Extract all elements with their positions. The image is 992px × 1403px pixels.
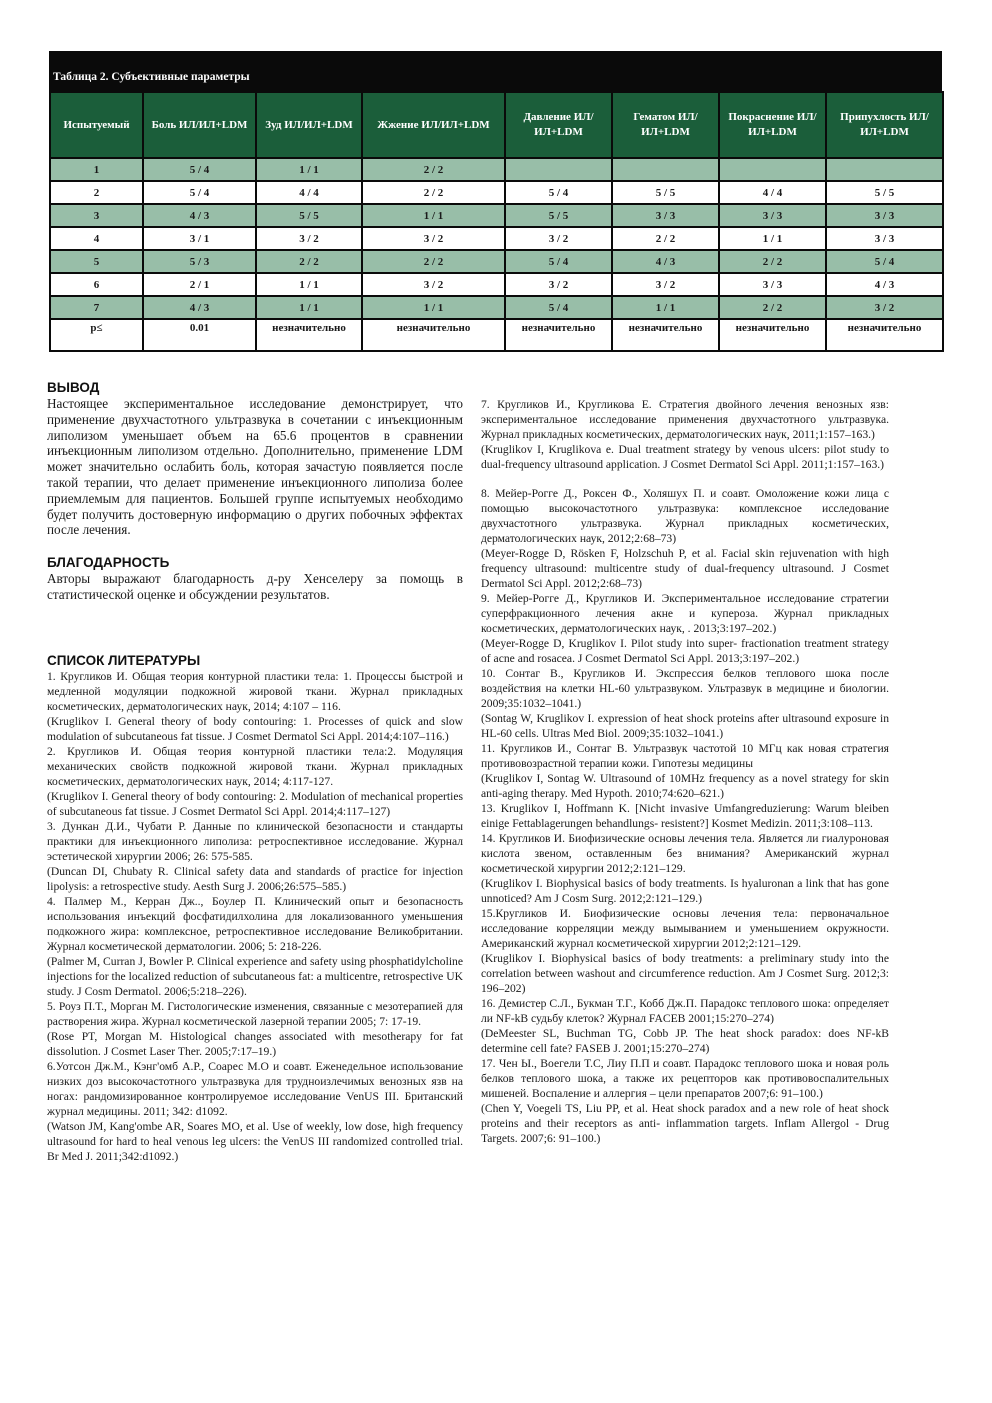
conclusion-heading: ВЫВОД — [47, 380, 100, 395]
table-cell: 3 / 2 — [505, 273, 612, 296]
reference-item: 16. Демистер С.Л., Букман Т.Г., Кобб Дж.П. Парадокс теплового шока: определяет ли NF-kB судьбу клеток? Журнал FACEB 2001;15:270–274) — [481, 997, 889, 1025]
reference-item: (Kruglikov I. General theory of body contouring: 1. Processes of quick and slow modulation of subcutaneous fat tissue. J Cosmet Dermatol Sci Appl. 2014;4:107–116.) — [47, 714, 463, 743]
reference-item: (Rose PT, Morgan M. Histological changes associated with mesotherapy for fat dissolution. J Cosmet Laser Ther. 2005;7:17–19.) — [47, 1029, 463, 1058]
table-row — [50, 296, 943, 319]
table-cell: 3 / 3 — [826, 204, 943, 227]
table-cell — [505, 158, 612, 181]
table-cell: 0.01 — [143, 319, 256, 351]
table-cell — [826, 158, 943, 181]
table-cell: 5 / 4 — [505, 250, 612, 273]
table-cell: 1 — [50, 158, 143, 181]
table-cell: 3 / 3 — [719, 204, 826, 227]
table-cell: 5 / 5 — [505, 204, 612, 227]
table-cell — [612, 158, 719, 181]
header-hematoma: Гематом ИЛ/ИЛ+LDM — [612, 92, 719, 158]
table-cell: 2 / 2 — [719, 250, 826, 273]
table-cell: 5 / 5 — [826, 181, 943, 204]
table-cell: 5 / 5 — [612, 181, 719, 204]
table-cell: незначительно — [505, 319, 612, 351]
table-cell: 7 — [50, 296, 143, 319]
table-cell: 4 / 3 — [143, 296, 256, 319]
table-cell: p≤ — [50, 319, 143, 351]
reference-item: 14. Кругликов И. Биофизические основы лечения тела. Является ли гиалуроновая кислота звеном, оставленным без внимания? Американский журнал косметической хирургии 2012;2:121–129. — [481, 832, 889, 875]
table-cell: 5 / 4 — [505, 296, 612, 319]
table-cell: 1 / 1 — [362, 296, 505, 319]
reference-item: (Kruglikov I, Sontag W. Ultrasound of 10MHz frequency as a novel strategy for skin anti-aging therapy. Med Hypoth. 2010;74:620–621.) — [481, 772, 889, 800]
table-grid — [49, 91, 944, 352]
references-heading: СПИСОК ЛИТЕРАТУРЫ — [47, 652, 201, 668]
table-cell: 1 / 1 — [612, 296, 719, 319]
table-cell: 3 / 3 — [719, 273, 826, 296]
header-pressure: Давление ИЛ/ИЛ+LDM — [505, 92, 612, 158]
reference-item: 2. Кругликов И. Общая теория контурной пластики тела:2. Модуляция механических свойств подкожной жировой ткани. Журнал прикладных косметических, дерматологических наук, 2014; 4:117-127. — [47, 744, 463, 788]
conclusion-text: Настоящее экспериментальное исследование демонстрирует, что применение двухчастотного ультразвука в сочетании с инъекционным липолизом уменьшает объем на 65.6 процентов в сравнении инъекционным липолизом отдельно. Дополнительно, применение LDM может значительно ослабить боль, которая зачастую появляется после такой терапии, что делает применение инъекционного липолиза более приемлемым для пациентов. Большей группе испытуемых необходимо будет получить достоверную информацию о других побочных эффектах после лечения. — [47, 396, 463, 538]
reference-item: 15.Кругликов И. Биофизические основы лечения тела: первоначальное исследование корреляции между вымыванием и уменьшением окружности. Американский журнал косметической хирургии 2012;2:121–129. — [481, 907, 889, 950]
header-swelling: Припухлость ИЛ/ИЛ+LDM — [826, 92, 943, 158]
table-cell: 1 / 1 — [256, 296, 362, 319]
table-cell: 5 / 4 — [505, 181, 612, 204]
reference-item: (DeMeester SL, Buchman TG, Cobb JP. The heat shock paradox: does NF-kB determine cell fate? FASEB J. 2001;15:270–274) — [481, 1027, 889, 1055]
table-cell: 1 / 1 — [719, 227, 826, 250]
acknowledgement-heading: БЛАГОДАРНОСТЬ — [47, 555, 170, 571]
left-column — [47, 380, 463, 1164]
header-redness: Покраснение ИЛ/ИЛ+LDM — [719, 92, 826, 158]
reference-item: (Duncan DI, Chubaty R. Clinical safety data and standards of practice for injection lipolysis: a retrospective study. Aesth Surg J. 2006;26:575–585.) — [47, 864, 463, 893]
reference-item: 11. Кругликов И., Сонтаг В. Ультразвук частотой 10 МГц как новая стратегия противовозрастной терапии кожи. Гипотезы медицины — [481, 742, 889, 770]
table-cell: 3 / 2 — [362, 273, 505, 296]
table-cell: незначительно — [612, 319, 719, 351]
table-cell: 1 / 1 — [256, 273, 362, 296]
table-cell: 5 / 4 — [143, 181, 256, 204]
table-row — [50, 227, 943, 250]
table-cell: 2 / 2 — [719, 296, 826, 319]
table-header-row — [50, 92, 943, 158]
table-row-p-value — [50, 319, 943, 351]
table-cell: 3 / 2 — [256, 227, 362, 250]
table-cell: 2 / 2 — [362, 181, 505, 204]
table-cell: 3 / 2 — [826, 296, 943, 319]
table-cell: незначительно — [256, 319, 362, 351]
reference-item: (Kruglikov I. Biophysical basics of body treatments: a preliminary study into the correlation between washout and circumference reduction. Am J Cosmet Surg. 2012;3: 196–202) — [481, 952, 889, 995]
reference-item: (Chen Y, Voegeli TS, Liu PP, et al. Heat shock paradox and a new role of heat shock proteins and their receptors as anti- inflammation targets. Inflam Allergol - Drug Targets. 2007;6: 91–100.) — [481, 1102, 889, 1145]
table-cell — [719, 158, 826, 181]
table-cell: 3 / 3 — [612, 204, 719, 227]
table-cell: незначительно — [826, 319, 943, 351]
reference-item: (Kruglikov I. General theory of body contouring: 2. Modulation of mechanical properties of subcutaneous fat tissue. J Cosmet Dermatol Sci Appl. 2014;4:117–127) — [47, 789, 463, 818]
table-cell: незначительно — [719, 319, 826, 351]
table-cell: 4 / 3 — [612, 250, 719, 273]
reference-item: 1. Кругликов И. Общая теория контурной пластики тела: 1. Процессы быстрой и медленной модуляции подкожной жировой ткани. Журнал прикладных косметических, дерматологических наук, 2014; 4:107 – 116. — [47, 669, 463, 713]
reference-item: 3. Дункан Д.И., Чубати Р. Данные по клинической безопасности и стандарты практики для инъекционного липолиза: ретроспективное исследование. Журнал эстетической хирургии 2006; 26: 575-585. — [47, 819, 463, 863]
table-cell: 3 / 2 — [362, 227, 505, 250]
reference-item: 13. Kruglikov I, Hoffmann K. [Nicht invasive Umfangreduzierung: Warum bleiben einige Fettablagerungen behandlungs- resistent?] Kosmet Medizin. 2011;3:108–113. — [481, 802, 889, 830]
table-cell: 2 / 1 — [143, 273, 256, 296]
reference-item: 5. Роуз П.Т., Морган М. Гистологические изменения, связанные с мезотерапией для растворения жира. Журнал косметической лазерной терапии 2005; 7: 17-19. — [47, 999, 463, 1028]
table-cell: 5 — [50, 250, 143, 273]
table-cell: 3 / 2 — [505, 227, 612, 250]
header-pain: Боль ИЛ/ИЛ+LDM — [143, 92, 256, 158]
table-cell: 5 / 3 — [143, 250, 256, 273]
table-cell: 2 / 2 — [256, 250, 362, 273]
reference-item: (Sontag W, Kruglikov I. expression of heat shock proteins after ultrasound exposure in HL-60 cells. Ultras Med Biol. 2009;35:1032–1041.) — [481, 712, 889, 740]
table-row — [50, 158, 943, 181]
table-cell: 5 / 5 — [256, 204, 362, 227]
reference-item: 8. Мейер-Рогге Д., Роксен Ф., Холяшух П. и соавт. Омоложение кожи лица с помощью высокочастотного ультразвука: комплексное исследование двухчастотного ультразвука. Журнал прикладных косметических, дерматологических наук, 2012;2:68–73) — [481, 487, 889, 545]
header-subject: Испытуемый — [50, 92, 143, 158]
table-cell: 4 / 4 — [719, 181, 826, 204]
table-cell: незначительно — [362, 319, 505, 351]
table-cell: 3 / 1 — [143, 227, 256, 250]
table-cell: 3 — [50, 204, 143, 227]
header-itch: Зуд ИЛ/ИЛ+LDM — [256, 92, 362, 158]
reference-item: (Watson JM, Kang'ombe AR, Soares MO, et al. Use of weekly, low dose, high frequency ultrasound for hard to heal venous leg ulcers: the VenUS III randomized controlled trial. Br Med J. 2011;342:d1092.) — [47, 1119, 463, 1163]
acknowledgement-text: Авторы выражают благодарность д-ру Хенселеру за помощь в статистической оценке и обсуждении результатов. — [47, 571, 463, 602]
table-cell: 5 / 4 — [826, 250, 943, 273]
right-column — [481, 397, 889, 1146]
reference-item: 9. Мейер-Рогге Д., Кругликов И. Экспериментальное исследование стратегии суперфракционного лечения акне и купероза. Журнал прикладных косметических, дерматологических наук, . 2013;3:197–202.) — [481, 592, 889, 635]
table-cell: 2 / 2 — [362, 158, 505, 181]
table-cell: 2 — [50, 181, 143, 204]
table-title: Таблица 2. Субъективные параметры — [53, 71, 250, 83]
table-cell: 3 / 3 — [826, 227, 943, 250]
reference-item: (Kruglikov I. Biophysical basics of body treatments. Is hyaluronan a link that has gone unnoticed? Am J Cosm Surg. 2012;2:121–129.) — [481, 877, 889, 905]
table-cell: 2 / 2 — [362, 250, 505, 273]
table-cell: 5 / 4 — [143, 158, 256, 181]
table-row — [50, 250, 943, 273]
reference-item: 10. Сонтаг В., Кругликов И. Экспрессия белков теплового шока после воздействия на клетки HL-60 ультразвуком. Ультразвук в медицине и биологии. 2009;35:1032–1041.) — [481, 667, 889, 710]
reference-item: (Meyer-Rogge D, Rösken F, Holzschuh P, et al. Facial skin rejuvenation with high frequency ultrasound: multicentre study of dual-frequency ultrasound. J Cosmet Dermatol Sci Appl. 2012;2:68–73) — [481, 547, 889, 590]
table-row — [50, 273, 943, 296]
reference-item: (Meyer-Rogge D, Kruglikov I. Pilot study into super- fractionation treatment strategy of acne and rosacea. J Cosmet Dermatol Sci Appl. 2013;3:197–202.) — [481, 637, 889, 665]
table-cell: 1 / 1 — [362, 204, 505, 227]
table-cell: 4 — [50, 227, 143, 250]
table-cell: 4 / 4 — [256, 181, 362, 204]
reference-item: 4. Палмер М., Керран Дж.., Боулер П. Клинический опыт и безопасность использования инъекций фосфатидилхолина для локализованного уменьшения подкожного жира: комплексное, ретроспективное исследование Великобритании. Журнал косметической дерматологии. 2006; 5: 218-226. — [47, 894, 463, 953]
reference-item: 6.Уотсон Дж.М., Кэнг'омб А.Р., Соарес М.О и соавт. Еженедельное использование низких доз высокочастотного ультразвука для трудноизлечимых венозных язв на ногах: рандомизированное контролируемое исследование VenUS III. Британский журнал медицины. 2011; 342: d1092. — [47, 1059, 463, 1118]
table-cell: 4 / 3 — [826, 273, 943, 296]
table-cell: 3 / 2 — [612, 273, 719, 296]
table-cell: 2 / 2 — [612, 227, 719, 250]
table-cell: 4 / 3 — [143, 204, 256, 227]
table-row — [50, 181, 943, 204]
reference-item: (Kruglikov I, Kruglikova e. Dual treatment strategy by venous ulcers: pilot study to dual-frequency ultrasound application. J Cosmet Dermatol Sci Appl. 2011;1:157–163.) — [481, 443, 889, 471]
reference-item: 7. Кругликов И., Кругликова Е. Стратегия двойного лечения венозных язв: экспериментальное исследование применения двухчастотного ультразвука. Журнал прикладных косметических, дерматологических наук, 2011;1:157–163.) — [481, 398, 889, 441]
table-cell: 1 / 1 — [256, 158, 362, 181]
subjective-parameters-table — [49, 51, 942, 345]
header-burning: Жжение ИЛ/ИЛ+LDM — [362, 92, 505, 158]
reference-item: (Palmer M, Curran J, Bowler P. Clinical experience and safety using phosphatidylcholine injections for the localized reduction of subcutaneous fat: a multicentre, retrospective UK study. J Cosm Dermatol. 2006;5:218–226). — [47, 954, 463, 998]
table-row — [50, 204, 943, 227]
table-cell: 6 — [50, 273, 143, 296]
reference-item: 17. Чен Ы., Воегели Т.С, Лиу П.П и соавт. Парадокс теплового шока и новая роль белков теплового шока, а также их рецепторов как противовоспалительных мишеней. Воспаление и аллергия – цели препаратов 2007;6: 91–100.) — [481, 1057, 889, 1100]
